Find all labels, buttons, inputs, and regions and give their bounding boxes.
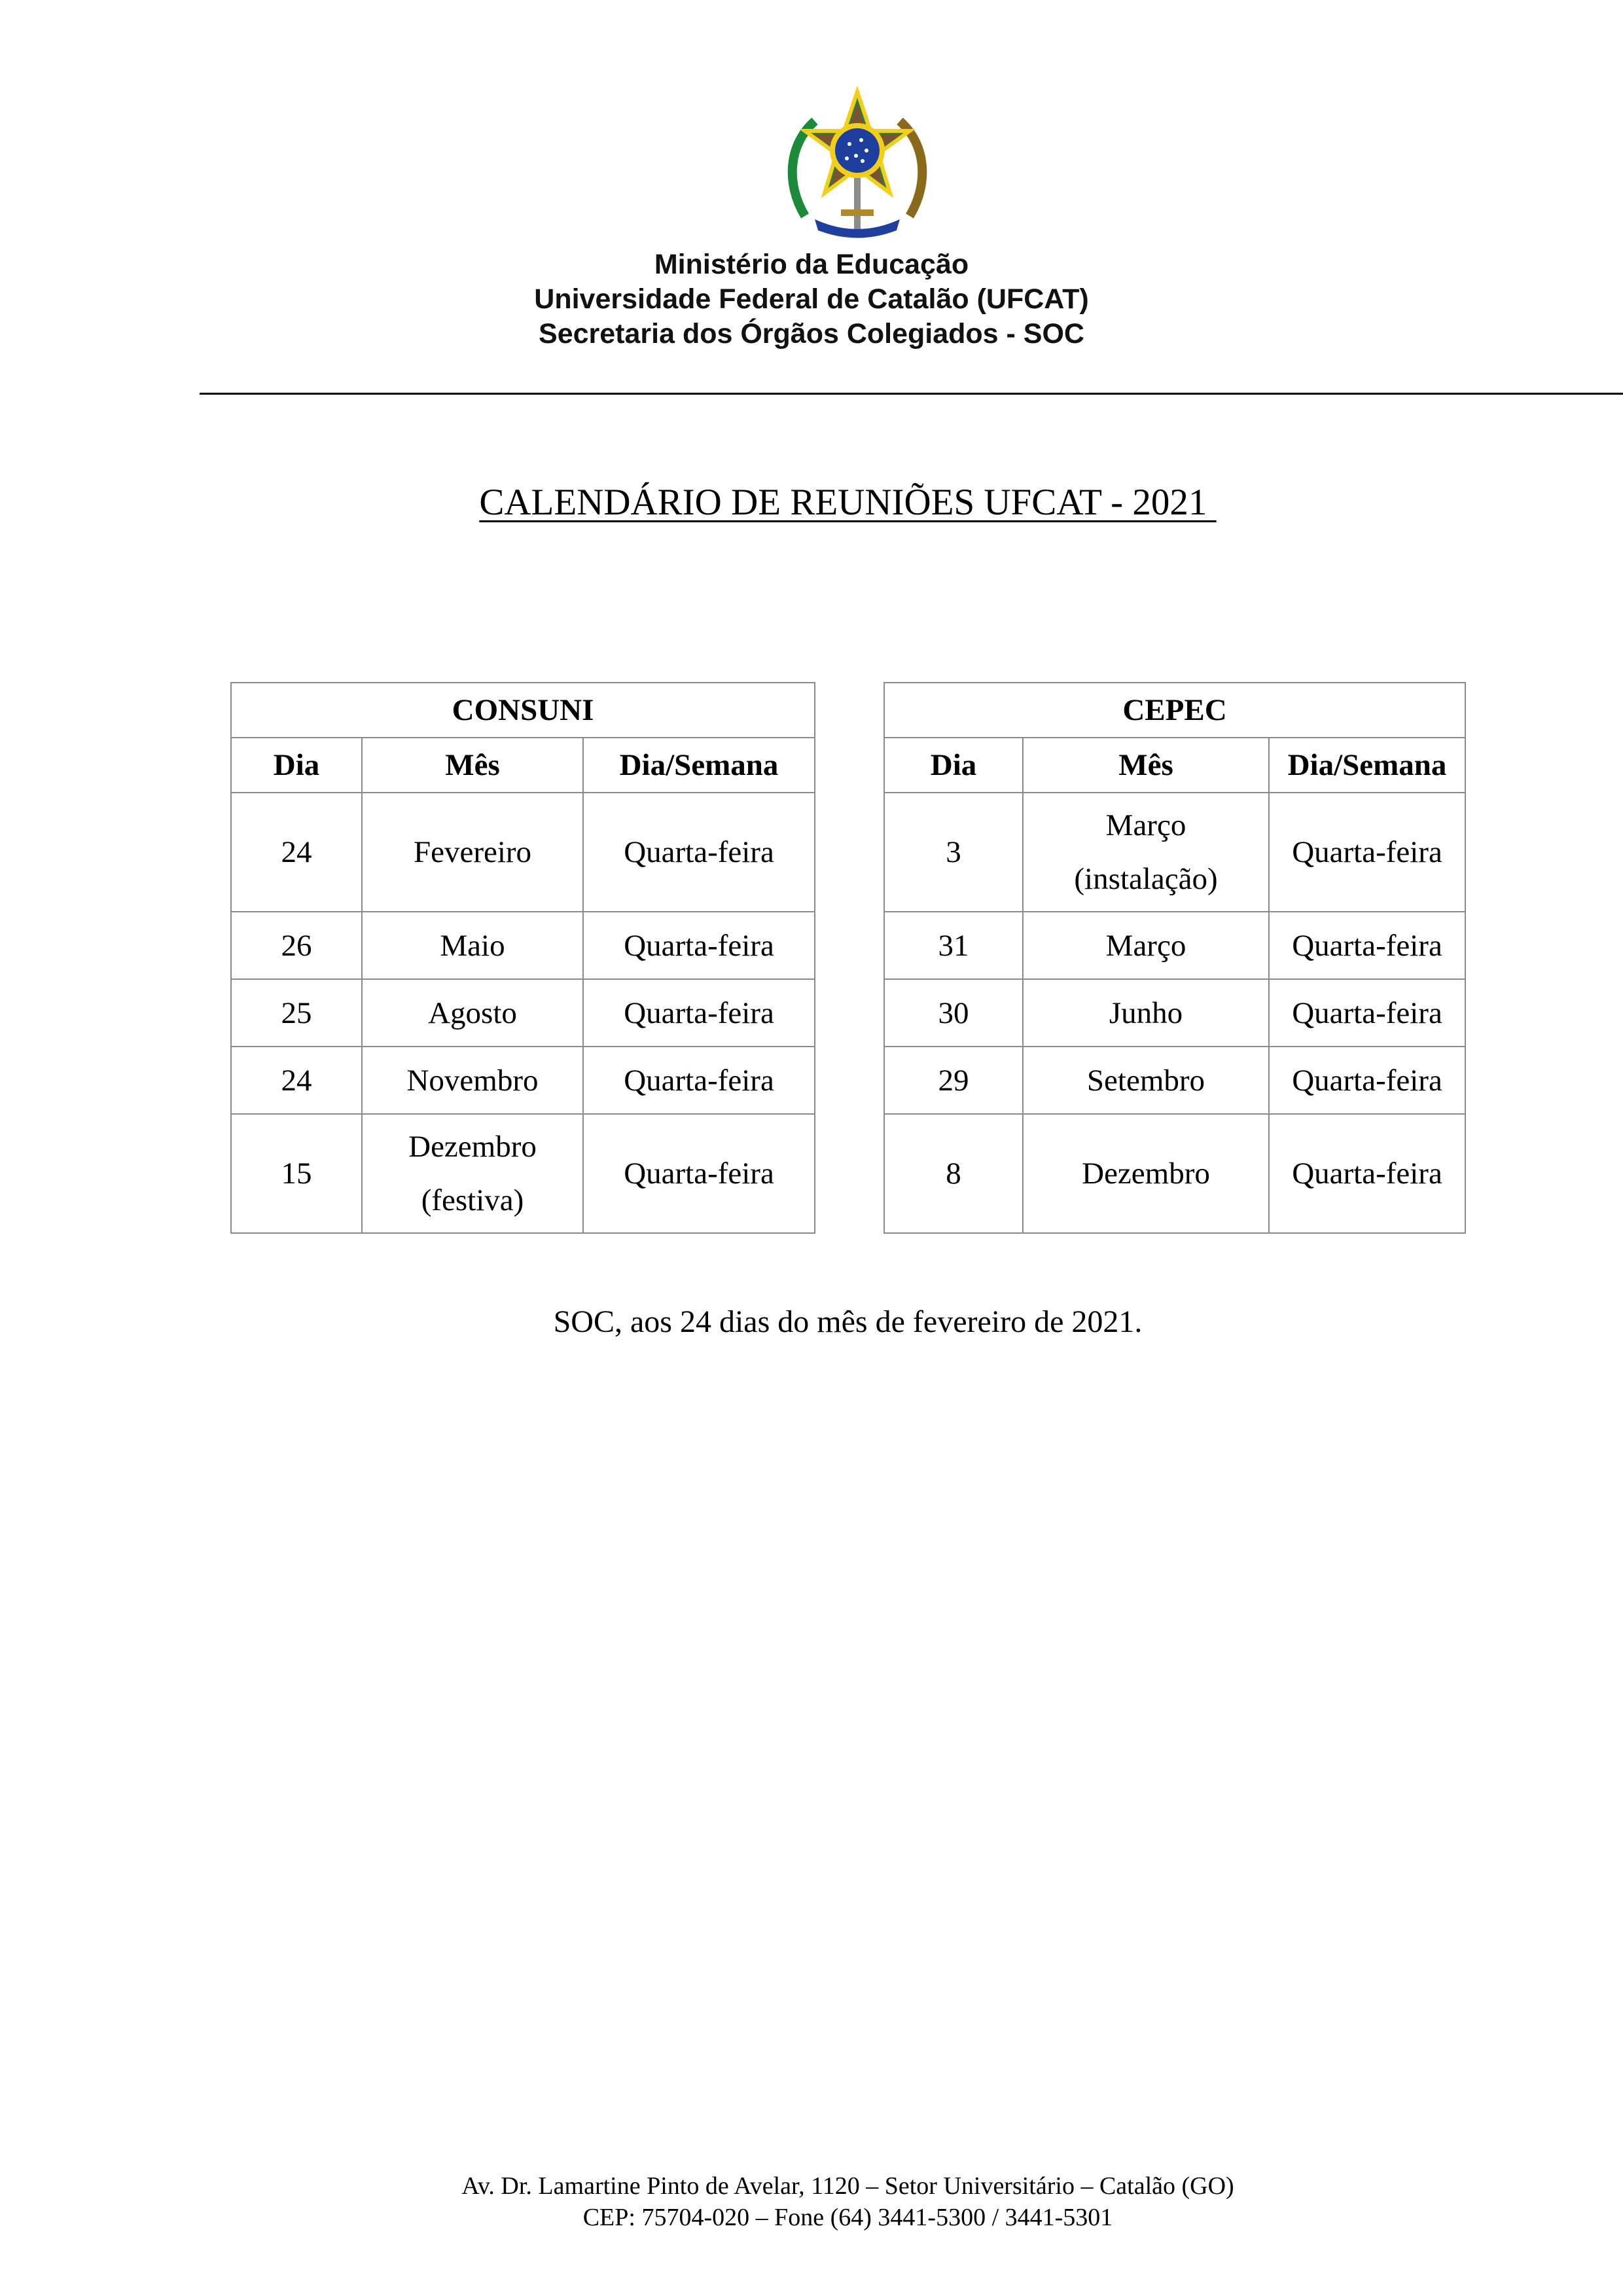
column-header: Dia/Semana xyxy=(1269,738,1465,793)
header-divider xyxy=(200,393,1623,395)
column-header: Dia/Semana xyxy=(583,738,815,793)
day-cell: 15 xyxy=(231,1114,362,1233)
month-cell: Março xyxy=(1023,912,1269,979)
table-row xyxy=(884,912,1465,979)
table-row xyxy=(231,1114,815,1233)
table-row xyxy=(884,979,1465,1047)
ministry-name: Ministério da Educação xyxy=(654,249,969,280)
consuni-table xyxy=(230,682,815,1234)
day-cell: 3 xyxy=(884,793,1023,912)
month-cell: Agosto xyxy=(362,979,583,1047)
weekday-cell: Quarta-feira xyxy=(583,1114,815,1233)
footer-address xyxy=(0,2170,1623,2233)
month-cell: Março (instalação) xyxy=(1023,793,1269,912)
month-cell: Fevereiro xyxy=(362,793,583,912)
consuni-header: CONSUNI xyxy=(231,683,815,738)
weekday-cell: Quarta-feira xyxy=(1269,979,1465,1047)
signoff-text: SOC, aos 24 dias do mês de fevereiro de 2021. xyxy=(553,1304,1143,1339)
column-header: Dia xyxy=(884,738,1023,793)
month-cell: Novembro xyxy=(362,1047,583,1114)
column-header: Mês xyxy=(362,738,583,793)
cepec-table xyxy=(883,682,1466,1234)
letterhead xyxy=(0,247,1623,351)
day-cell: 24 xyxy=(231,1047,362,1114)
day-cell: 31 xyxy=(884,912,1023,979)
address-line: Av. Dr. Lamartine Pinto de Avelar, 1120 – Setor Universitário – Catalão (GO) xyxy=(461,2172,1234,2200)
month-cell: Maio xyxy=(362,912,583,979)
day-cell: 29 xyxy=(884,1047,1023,1114)
document-title: CALENDÁRIO DE REUNIÕES UFCAT - 2021 xyxy=(479,482,1217,523)
day-cell: 26 xyxy=(231,912,362,979)
table-row xyxy=(884,1047,1465,1114)
weekday-cell: Quarta-feira xyxy=(1269,912,1465,979)
month-cell: Dezembro xyxy=(1023,1114,1269,1233)
weekday-cell: Quarta-feira xyxy=(583,1047,815,1114)
weekday-cell: Quarta-feira xyxy=(583,912,815,979)
day-cell: 25 xyxy=(231,979,362,1047)
table-row xyxy=(231,979,815,1047)
table-row xyxy=(231,912,815,979)
column-header: Mês xyxy=(1023,738,1269,793)
brazil-coat-of-arms-icon xyxy=(779,85,936,242)
table-row xyxy=(231,793,815,912)
table-row xyxy=(231,1047,815,1114)
column-header: Dia xyxy=(231,738,362,793)
weekday-cell: Quarta-feira xyxy=(1269,1047,1465,1114)
contact-line: CEP: 75704-020 – Fone (64) 3441-5300 / 3441-5301 xyxy=(582,2204,1113,2231)
university-name: Universidade Federal de Catalão (UFCAT) xyxy=(534,283,1089,315)
weekday-cell: Quarta-feira xyxy=(583,979,815,1047)
day-cell: 30 xyxy=(884,979,1023,1047)
weekday-cell: Quarta-feira xyxy=(583,793,815,912)
weekday-cell: Quarta-feira xyxy=(1269,1114,1465,1233)
table-row xyxy=(884,1114,1465,1233)
table-row xyxy=(884,793,1465,912)
cepec-header: CEPEC xyxy=(884,683,1465,738)
weekday-cell: Quarta-feira xyxy=(1269,793,1465,912)
month-cell: Setembro xyxy=(1023,1047,1269,1114)
month-cell: Dezembro (festiva) xyxy=(362,1114,583,1233)
day-cell: 8 xyxy=(884,1114,1023,1233)
secretariat-name: Secretaria dos Órgãos Colegiados - SOC xyxy=(539,318,1084,350)
day-cell: 24 xyxy=(231,793,362,912)
month-cell: Junho xyxy=(1023,979,1269,1047)
